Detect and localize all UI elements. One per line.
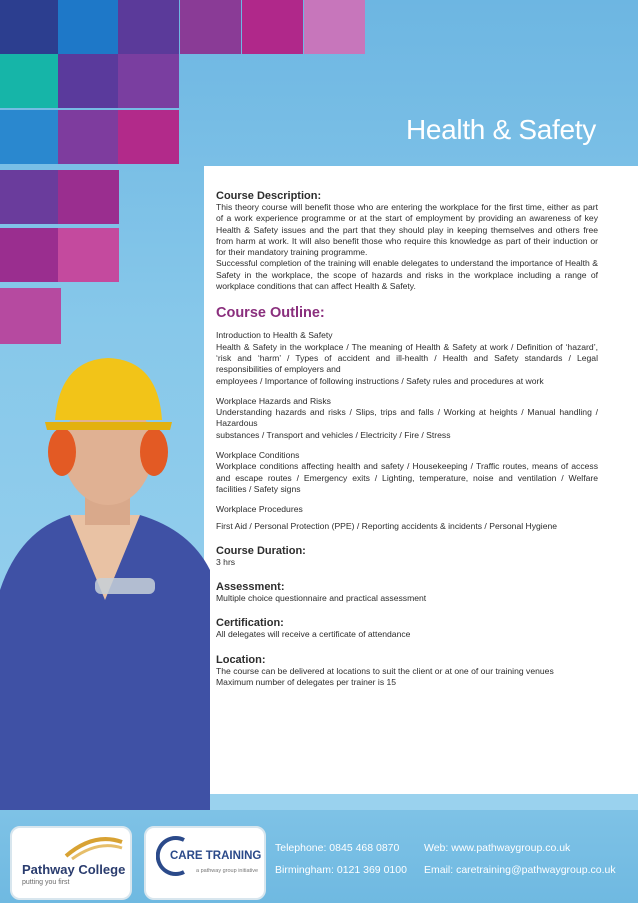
outline-section-text: Health & Safety in the workplace / The meaning of Health & Safety at work / Definition of ‘hazard’, ‘risk and ‘harm’ / Types of accident and ill-health / Health and Safety standards / Legal responsibilities of employers and [216,341,598,375]
outline-section-text: employees / Importance of following instructions / Safety rules and procedures at work [216,375,544,386]
description-heading: Course Description: [216,190,322,202]
page-title: Health & Safety [405,114,596,145]
duration-text: 3 hrs [216,556,236,567]
outline-section-text: Understanding hazards and risks / Slips, trips and falls / Working at heights / Manual handling / Hazardous [216,407,598,429]
outline-heading: Course Outline: [216,305,325,322]
location-text-2: Maximum number of delegates per trainer is 15 [216,677,397,688]
course-content [216,190,598,688]
location-text-1: The course can be delivered at locations to suit the client or at one of our training venues [216,665,554,676]
outline-section-title: Introduction to Health & Safety [216,330,333,341]
location-heading: Location: [216,653,266,666]
birmingham-text: Birmingham: 0121 369 0100 [275,864,407,876]
pathway-name: Pathway College [22,862,126,877]
outline-section-title: Workplace Conditions [216,450,300,461]
certification-heading: Certification: [216,617,284,630]
email-link[interactable]: Email: caretraining@pathwaygroup.co.uk [424,864,616,876]
outline-section-title: Workplace Hazards and Risks [216,395,331,406]
duration-heading: Course Duration: [216,544,306,557]
pathway-tagline: putting you first [22,879,70,886]
outline-section-text: substances / Transport and vehicles / Electricity / Fire / Stress [216,429,451,440]
certification-text: All delegates will receive a certificate of attendance [216,629,411,640]
care-tagline: a pathway group initiative [196,868,259,874]
web-link[interactable]: Web: www.pathwaygroup.co.uk [424,842,571,854]
care-training-logo [144,826,266,900]
assessment-heading: Assessment: [216,581,285,594]
worker-illustration [0,340,210,820]
description-text-1: This theory course will benefit those who are entering the workplace for the first time, either as part of a work experience programme or at the start of employment by providing an awareness of key Health & Safety issues and the part that they should play in keeping themselves and others free from harm at work. It will also benefit those who require this knowledge as part of their induction or for their mandatory training programme. [216,202,598,258]
outline-section-text: First Aid / Personal Protection (PPE) / Reporting accidents & incidents / Personal Hygiene [216,520,558,531]
swoosh-icon [64,834,124,860]
telephone-text: Telephone: 0845 468 0870 [275,842,400,854]
outline-section-text: Workplace conditions affecting health and safety / Housekeeping / Traffic routes, means of access and escape routes / Emergency exits / Lighting, temperature, noise and ventilation / Welfare facilities / Safety signs [216,461,598,494]
outline-section-title: Workplace Procedures [216,504,303,515]
assessment-text: Multiple choice questionnaire and practical assessment [216,593,427,604]
description-text-2: Successful completion of the training will enable delegates to understand the importance of Health & Safety in the workplace, the scope of hazards and risks in the workplace including a range of workplace conditions that can affect Health & Safety. [216,258,598,292]
pathway-college-logo [10,826,132,900]
care-name: CARE TRAINING [170,850,262,862]
